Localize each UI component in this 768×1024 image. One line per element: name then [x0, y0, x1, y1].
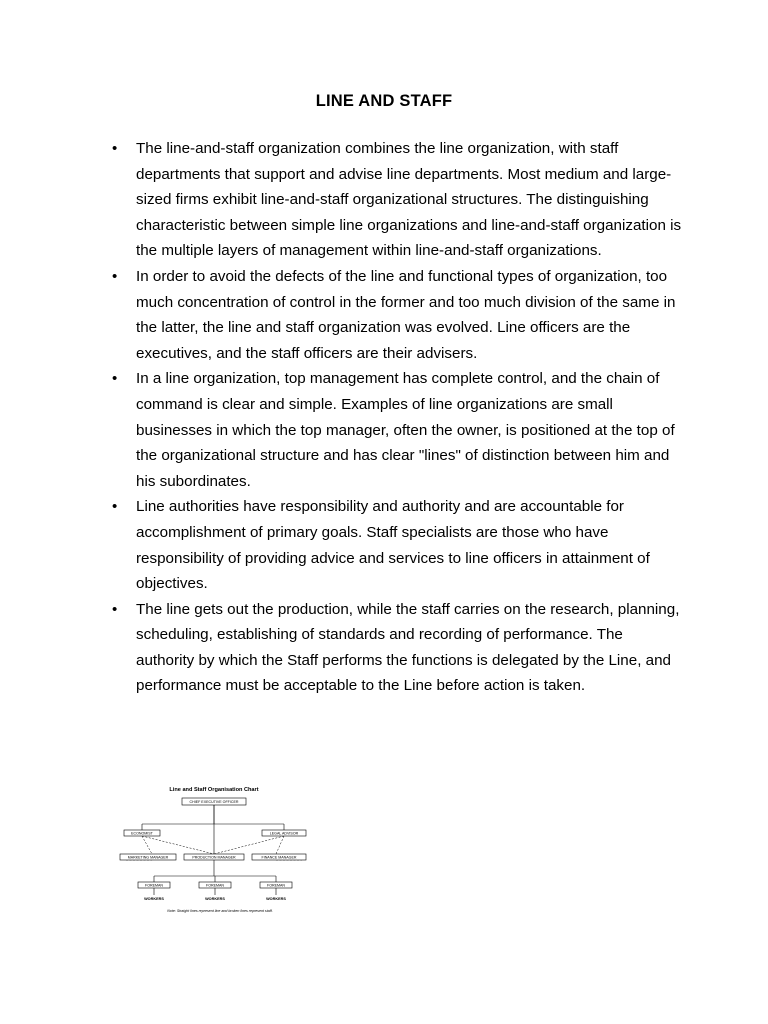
org-chart-note: Note: Straight lines represent line and broken lines represent staff.	[167, 909, 273, 913]
bullet-item: • In order to avoid the defects of the line and functional types of organization, too much concentration of control in the former and too much division of the same in the latter, the line and staff organization was evolved. Line officers are the executives, and the staff officers are their advisers.	[112, 264, 682, 366]
foreman-label: FOREMAN	[267, 883, 285, 888]
bullet-list	[112, 136, 682, 699]
org-chart-title: Line and Staff Organisation Chart	[169, 787, 259, 793]
line-connectors	[142, 805, 284, 882]
legal-advisor-label: LEGAL ADVISOR	[269, 831, 299, 836]
workers-label: WORKERS	[266, 897, 286, 901]
finance-manager-label: FINANCE MANAGER	[261, 855, 297, 860]
workers-label: WORKERS	[144, 897, 164, 901]
bullet-item: • The line gets out the production, while the staff carries on the research, planning, scheduling, establishing of standards and recording of performance. The authority by which the Staff performs the functions is delegated by the Line, and performance must be acceptable to the Line before action is taken.	[112, 597, 682, 699]
page-title: LINE AND STAFF	[315, 92, 453, 110]
workers-label: WORKERS	[205, 897, 225, 901]
foreman-label: FOREMAN	[206, 883, 224, 888]
org-chart-svg	[116, 784, 312, 920]
foreman-label: FOREMAN	[145, 883, 163, 888]
worker-connectors	[154, 888, 276, 895]
bullet-item: • In a line organization, top management has complete control, and the chain of command is clear and simple. Examples of line organizations are small businesses in which the top manager, often the owner, is positioned at the top of the organizational structure and has clear "lines" of distinction between him and his subordinates.	[112, 366, 682, 494]
production-manager-label: PRODUCTION MANAGER	[192, 855, 236, 860]
ceo-label: CHIEF EXECUTIVE OFFICER	[189, 800, 239, 804]
bullet-item: • Line authorities have responsibility and authority and are accountable for accomplishment of primary goals. Staff specialists are those who have responsibility of providing advice and services to line officers in attainment of objectives.	[112, 494, 682, 596]
economist-label: ECONOMIST	[131, 831, 153, 836]
org-chart-figure	[116, 784, 312, 920]
bullet-item: • The line-and-staff organization combines the line organization, with staff departments that support and advise line departments. Most medium and large-sized firms exhibit line-and-staff organizational structures. The distinguishing characteristic between simple line organizations and line-and-staff organization is the multiple layers of management within line-and-staff organizations.	[112, 136, 682, 264]
marketing-manager-label: MARKETING MANAGER	[127, 855, 169, 860]
